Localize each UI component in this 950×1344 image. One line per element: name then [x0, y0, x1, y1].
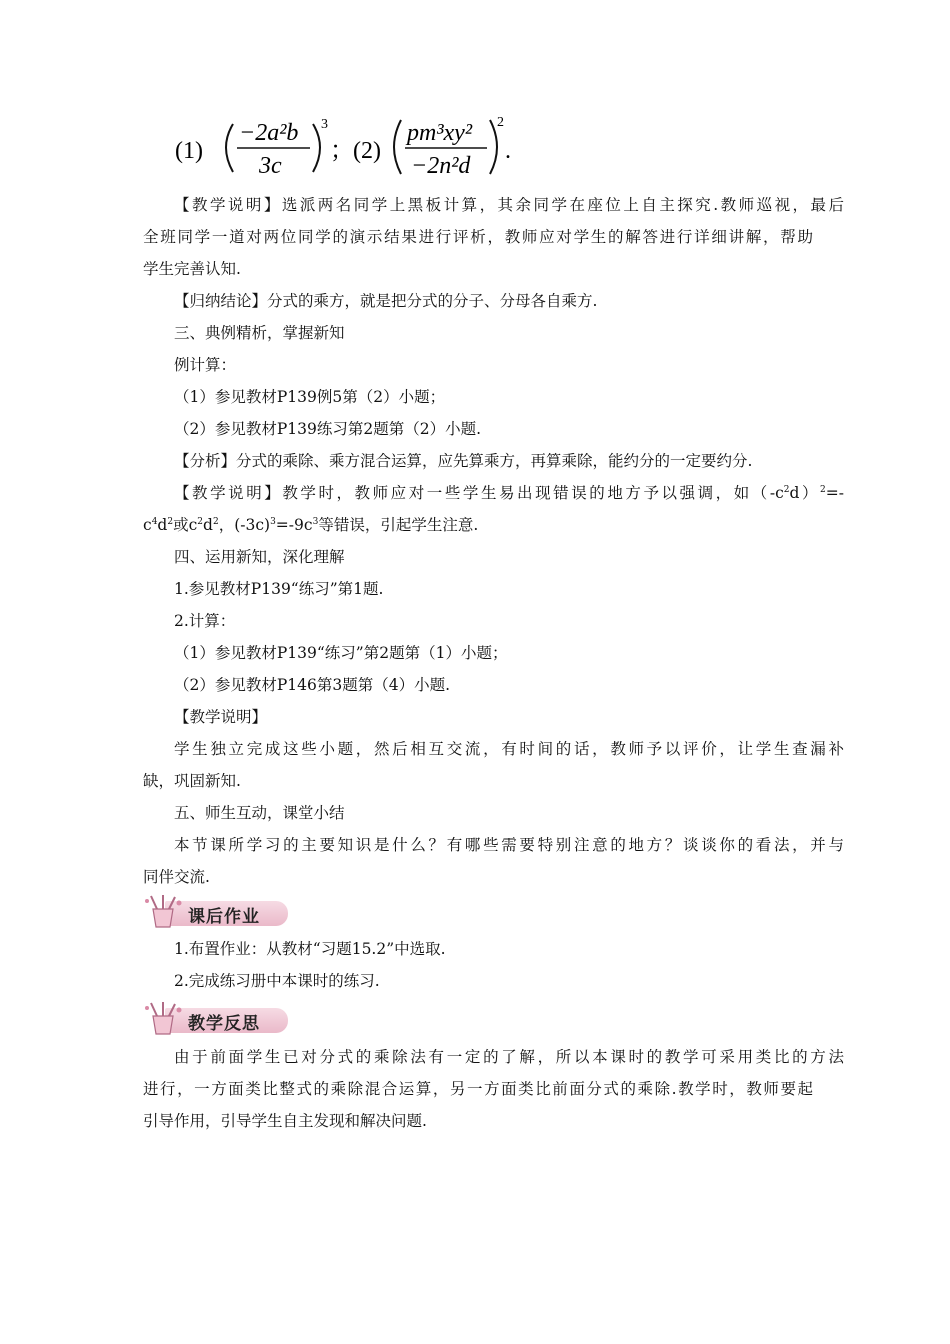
pencil-cup-icon: [143, 1000, 191, 1036]
reflection-banner: [143, 1000, 288, 1036]
exercise-item-1: 1.参见教材P139“练习”第1题.: [174, 580, 384, 598]
fraction-2-exponent: 2: [497, 115, 504, 130]
teaching-note-1-line-1: 【教学说明】选派两名同学上黑板计算，其余同学在座位上自主探究.教师巡视，最后: [174, 196, 844, 214]
teaching-note-3-label: 【教学说明】: [174, 708, 268, 726]
fraction-1-denominator: 3c: [259, 153, 282, 179]
fraction-1-numerator: −2a²b: [239, 120, 299, 146]
conclusion: 【归纳结论】分式的乘方，就是把分式的分子、分母各自乘方.: [174, 292, 598, 310]
teaching-note-2-line-1: 【教学说明】教学时，教师应对一些学生易出现错误的地方予以强调，如$(-c^2d)^2=-$: [174, 484, 844, 502]
homework-item-1: 1.布置作业：从教材“习题15.2”中选取.: [174, 940, 446, 958]
reflection-banner-title: 教学反思: [188, 1014, 260, 1034]
example-item-1: （1）参见教材P139例5第（2）小题；: [174, 388, 446, 406]
formula-label-2: (2): [353, 138, 381, 164]
formula-separator: ；: [330, 138, 354, 164]
fraction-2-numerator: pm³xy²: [407, 120, 473, 146]
exercise-item-2a: （1）参见教材P139“练习”第2题第（1）小题；: [174, 644, 508, 662]
teaching-note-1-line-2: 全班同学一道对两位同学的演示结果进行评析，教师应对学生的解答进行详细讲解，帮助: [143, 228, 813, 246]
section-5-heading: 五、师生互动，课堂小结: [174, 804, 345, 822]
pencil-cup-icon: [143, 893, 191, 929]
fraction-2-denominator: −2n²d: [411, 153, 471, 179]
fraction-1-exponent: 3: [321, 117, 328, 132]
formula-line: [175, 110, 535, 185]
analysis: 【分析】分式的乘除、乘方混合运算，应先算乘方，再算乘除，能约分的一定要约分.: [174, 452, 753, 470]
summary-line-1: 本节课所学习的主要知识是什么？有哪些需要特别注意的地方？谈谈你的看法，并与: [174, 836, 844, 854]
formula-label-1: (1): [175, 138, 203, 164]
reflection-line-1: 由于前面学生已对分式的乘除法有一定的了解，所以本课时的教学可采用类比的方法: [174, 1048, 844, 1066]
teaching-note-3-line-1: 学生独立完成这些小题，然后相互交流，有时间的话，教师予以评价，让学生查漏补: [174, 740, 844, 758]
fraction-power-formula: [175, 110, 535, 185]
homework-item-2: 2.完成练习册中本课时的练习.: [174, 972, 380, 990]
teaching-note-1-line-3: 学生完善认知.: [143, 260, 241, 278]
homework-banner-title: 课后作业: [188, 907, 260, 927]
exercise-item-2b: （2）参见教材P146第3题第（4）小题.: [174, 676, 451, 694]
exercise-item-2: 2.计算：: [174, 612, 236, 630]
example-label: 例计算：: [174, 356, 237, 374]
reflection-line-3: 引导作用，引导学生自主发现和解决问题.: [143, 1112, 427, 1130]
teaching-note-2-line-2: $c^4d^2$或$c^2d^2$，$(-3c)^3=-9c^3$等错误，引起学生注意.: [143, 516, 479, 534]
summary-line-2: 同伴交流.: [143, 868, 210, 886]
homework-banner: [143, 893, 288, 929]
section-4-heading: 四、运用新知，深化理解: [174, 548, 345, 566]
example-item-2: （2）参见教材P139练习第2题第（2）小题.: [174, 420, 482, 438]
section-3-heading: 三、典例精析，掌握新知: [174, 324, 345, 342]
formula-end: .: [505, 138, 511, 164]
reflection-line-2: 进行，一方面类比整式的乘除混合运算，另一方面类比前面分式的乘除.教学时，教师要起: [143, 1080, 813, 1098]
teaching-note-3-line-2: 缺，巩固新知.: [143, 772, 241, 790]
